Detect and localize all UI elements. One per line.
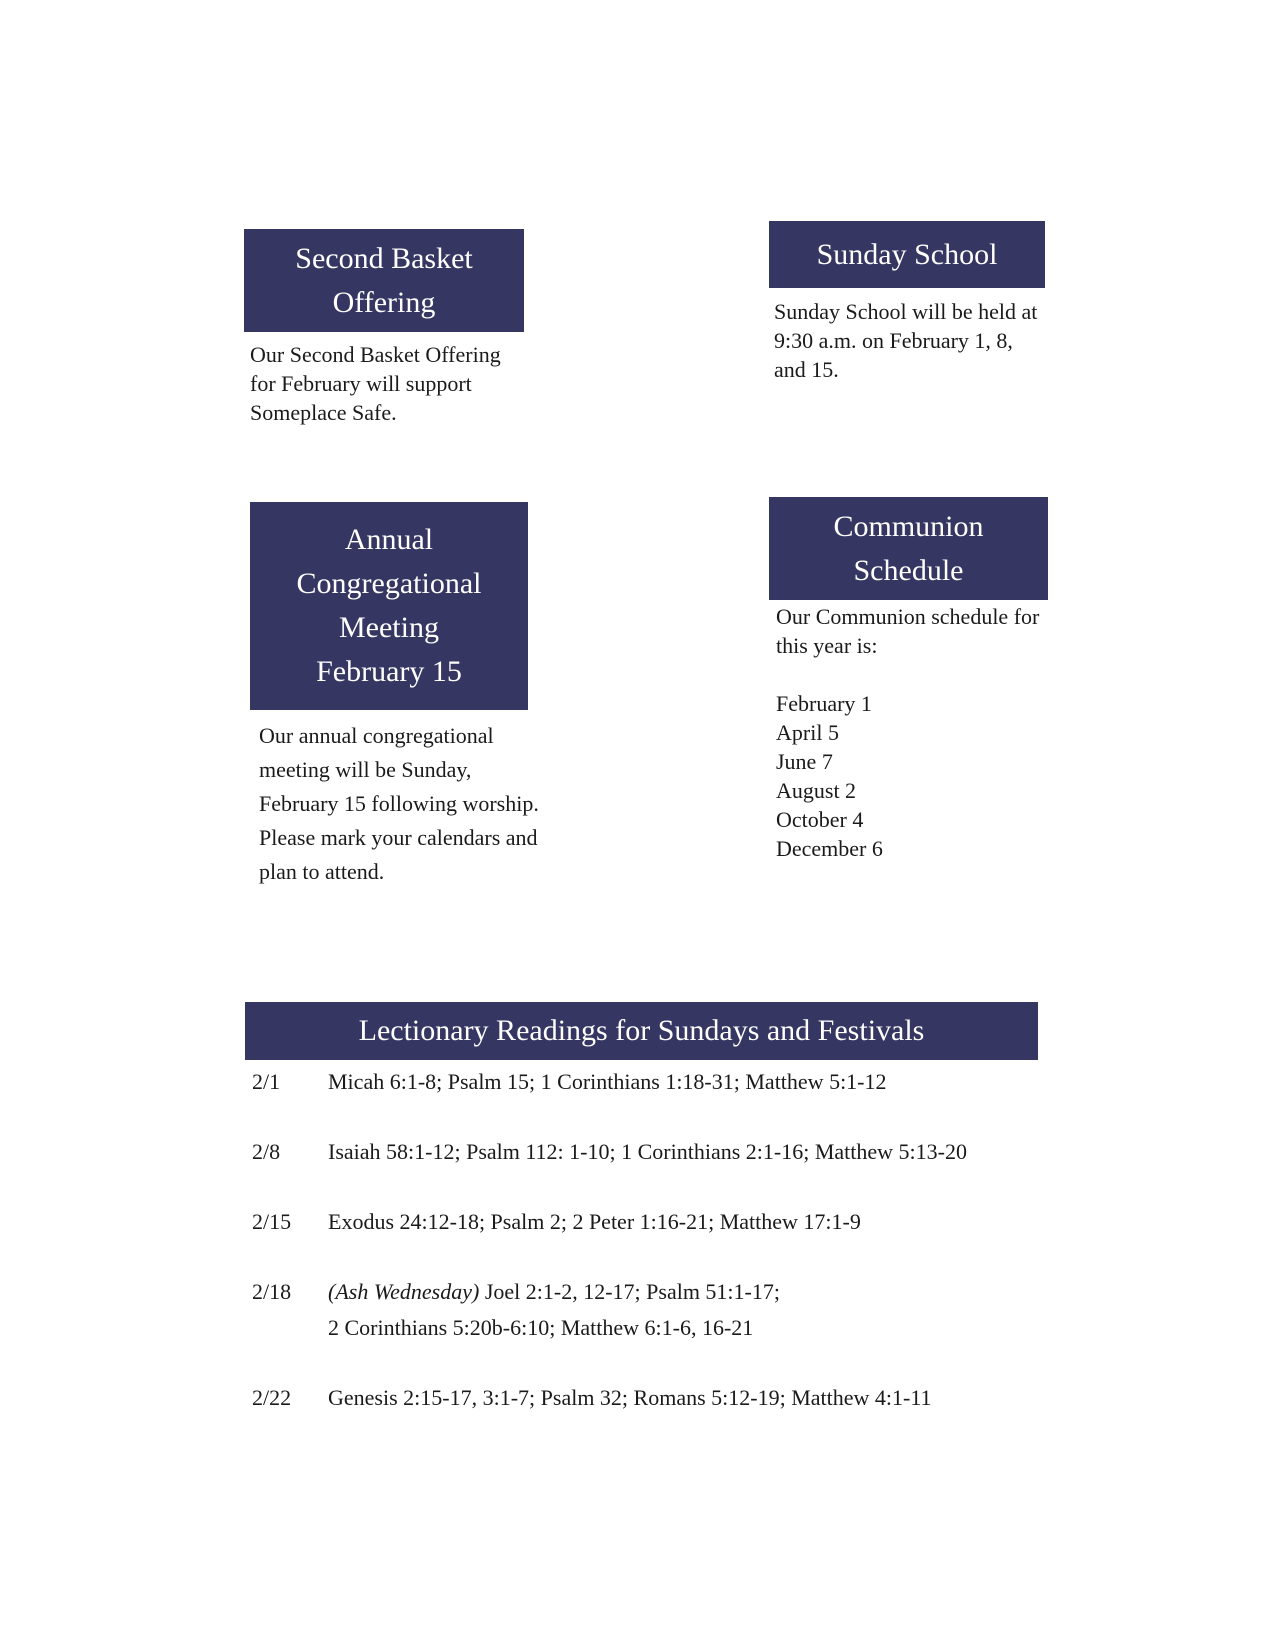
reading-note: (Ash Wednesday) [328,1279,480,1304]
reading-row [252,1064,1052,1100]
second-basket-heading-line: Second Basket [295,241,473,275]
reading-date: 2/15 [252,1209,292,1234]
annual-meeting-body: Our annual congregational meeting will be Sunday, February 15 following worship. Please mark your calendars and plan to attend. [259,723,539,884]
sunday-school-heading [769,221,1045,288]
annual-meeting-heading-line: Annual [344,523,434,556]
reading-text [328,1380,1052,1416]
reading-line: Exodus 24:12-18; Psalm 2; 2 Peter 1:16-21; Matthew 17:1-9 [328,1209,861,1234]
communion-date: December 6 [776,836,883,861]
lectionary-heading [245,1002,1038,1060]
reading-date: 2/8 [252,1139,281,1164]
communion-heading-line: Schedule [853,553,964,587]
reading-text [328,1134,1052,1170]
reading-row [252,1134,1052,1170]
reading-row [252,1204,1052,1240]
second-basket-heading-line: Offering [332,285,436,319]
communion-heading-line: Communion [833,509,984,543]
lectionary-readings [252,1064,1052,1450]
annual-meeting-heading [250,502,528,710]
second-basket-body: Our Second Basket Offering for February will support Someplace Safe. [250,342,501,425]
annual-meeting-heading-line: February 15 [316,655,462,688]
reading-line: Isaiah 58:1-12; Psalm 112: 1-10; 1 Corinthians 2:1-16; Matthew 5:13-20 [328,1139,967,1164]
annual-meeting-heading-line: Meeting [339,611,439,644]
communion-body: Our Communion schedule for this year is: [776,604,1040,658]
reading-date: 2/1 [252,1069,281,1094]
reading-line-text: Joel 2:1-2, 12-17; Psalm 51:1-17; [484,1279,780,1304]
reading-date: 2/22 [252,1385,292,1410]
reading-line: Genesis 2:15-17, 3:1-7; Psalm 32; Romans 5:12-19; Matthew 4:1-11 [328,1385,932,1410]
reading-text [328,1274,1052,1346]
reading-date: 2/18 [252,1279,292,1304]
reading-row [252,1274,1052,1346]
communion-date: April 5 [776,720,839,745]
reading-line: 2 Corinthians 5:20b-6:10; Matthew 6:1-6, 16-21 [328,1315,754,1340]
communion-date: February 1 [776,691,872,716]
reading-row [252,1380,1052,1416]
reading-line [328,1274,1052,1310]
communion-date: October 4 [776,807,864,832]
lectionary-heading-text: Lectionary Readings for Sundays and Festivals [358,1014,925,1047]
communion-date: June 7 [776,749,833,774]
reading-text [328,1204,1052,1240]
communion-date: August 2 [776,778,857,803]
sunday-school-body: Sunday School will be held at 9:30 a.m. on February 1, 8, and 15. [774,299,1038,382]
sunday-school-heading-text: Sunday School [816,237,998,271]
communion-dates-list [776,689,1046,863]
reading-line: Micah 6:1-8; Psalm 15; 1 Corinthians 1:18-31; Matthew 5:1-12 [328,1069,887,1094]
second-basket-heading [244,229,524,332]
annual-meeting-heading-line: Congregational [296,567,482,600]
reading-text [328,1064,1052,1100]
communion-heading [769,497,1048,600]
